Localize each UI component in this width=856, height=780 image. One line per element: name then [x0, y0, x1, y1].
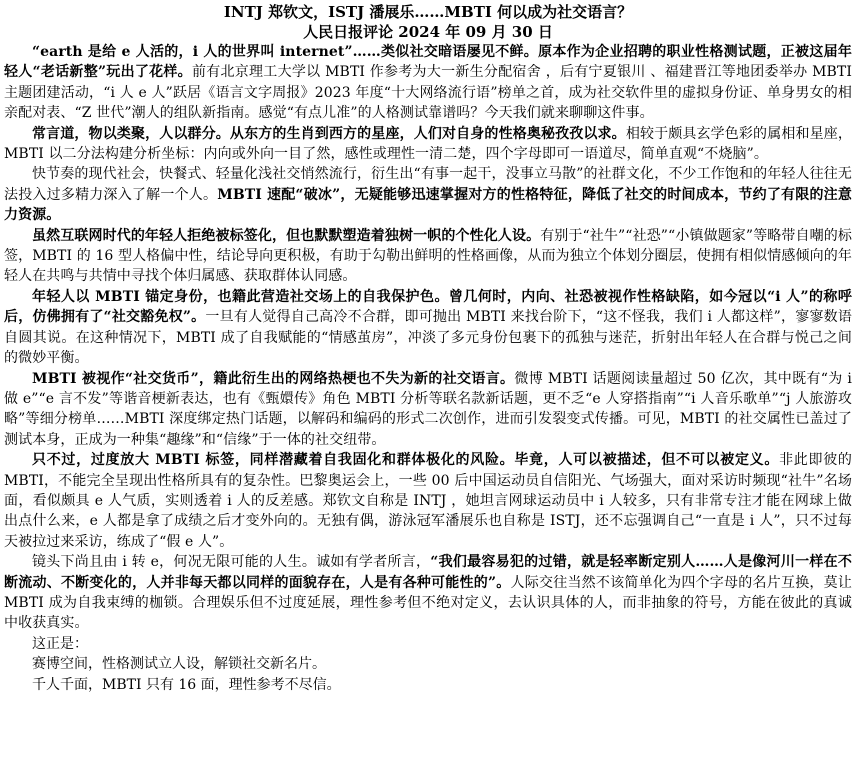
paragraph-2-text: 相较于颇具玄学色彩的属相和星座，MBTI 以二分法构建分析坐标：内向或外向一目了然，感性或理性一清二楚，四个字母即可一语道尽，简单直观“不烧脑”。: [4, 125, 852, 163]
paragraph-1-bold: “earth 是给 e 人活的，i 人的世界叫 internet”……类似社交暗语屡见不鲜。原本作为企业招聘的职业性格测试题，正被这届年轻人“老话新整”玩出了花样。: [4, 44, 852, 81]
paragraph-3: [4, 164, 852, 225]
paragraph-4-text: 有别于“社牛”“社恐”“小镇做题家”等略带自嘲的标签，MBTI 的 16 型人格偏中性，结论导向更积极，有助于勾勒出鲜明的性格画像，从而为独立个体划分圈层，使拥有相似情感倾向的年轻人在共鸣与共情中寻找个体归属感、获取群体认同感。: [4, 227, 852, 285]
article-byline: 人民日报评论 2024 年 09 月 30 日: [303, 23, 553, 41]
paragraph-2-bold: 常言道，物以类聚，人以群分。从东方的生肖到西方的星座，人们对自身的性格奥秘孜孜以求。: [32, 125, 626, 142]
paragraph-1: [4, 42, 852, 124]
paragraph-3-text: 快节奏的现代社会，快餐式、轻量化浅社交悄然流行，衍生出“有事一起干，没事立马散”的社群文化，不少工作饱和的年轻人往往无法投入过多精力深入了解一个人。: [4, 166, 852, 203]
paragraph-8: [4, 552, 852, 634]
paragraph-6-bold: MBTI 被视作“社交货币”，籍此衍生出的网络热梗也不失为新的社交语言。: [32, 370, 515, 387]
paragraph-8-bold: “我们最容易犯的过错，就是轻率断定别人……人是像河川一样在不断流动、不断变化的，人并非每天都以同样的面貌存在，人是有各种可能性的”。: [4, 554, 852, 591]
closing-intro: 这正是：: [32, 635, 88, 652]
paragraph-5-bold: 年轻人以 MBTI 锚定身份，也籍此营造社交场上的自我保护色。曾几何时，内向、社恐被视作性格缺陷，如今冠以“i 人”的称呼后，仿佛拥有了“社交豁免权”。: [4, 288, 852, 326]
paragraph-7-bold: 只不过，过度放大 MBTI 标签，同样潜藏着自我固化和群体极化的风险。毕竟，人可以被描述，但不可以被定义。: [32, 452, 780, 469]
paragraph-5: [4, 287, 852, 369]
paragraph-5-text: 一旦有人觉得自己高冷不合群，即可抛出 MBTI 来找台阶下，“这不怪我，我们 i 人都这样”，寥寥数语自圆其说。在这种情况下，MBTI 成了自我赋能的“情感茧房”，冲淡了多元身份包裹下的孤独与迷茫，折射出年轻人在合群与悦己之间的微妙平衡。: [4, 309, 852, 367]
article-title: INTJ 郑钦文，ISTJ 潘展乐……MBTI 何以成为社交语言？: [223, 3, 633, 21]
paragraph-1-text: 前有北京理工大学以 MBTI 作参考为大一新生分配宿舍 ，后有宁夏银川 、福建晋江等地团委举办 MBTI 主题团建活动，“i 人 e 人”跃居《语言文字周报》2023 年度“十大网络流行语”榜单之首，成为社交软件里的虚拟身份证、单身男女的相亲配对表、“Z 世代”潮人的组队新指南。感觉“有点儿准”的人格测试靠谱吗？今天我们就来聊聊这件事。: [4, 64, 852, 122]
paragraph-3-bold: MBTI 速配“破冰”，无疑能够迅速掌握对方的性格特征，降低了社交的时间成本，节约了有限的注意力资源。: [4, 186, 852, 224]
paragraph-7: [4, 450, 852, 552]
paragraph-4: [4, 226, 852, 287]
paragraph-6: [4, 369, 852, 451]
closing-verse-2: 千人千面，MBTI 只有 16 面，理性参考不尽信。: [32, 676, 341, 693]
paragraph-6-text: 微博 MBTI 话题阅读量超过 50 亿次，其中既有“为 i 做 e”“e 言不发”等谐音梗新表达，也有《甄嬛传》角色 MBTI 分析等联名款新话题，更不乏“e 人穿搭指南”“i 人音乐歌单”“j 人旅游攻略”等细分榜单……MBTI 深度绑定热门话题，以解码和编码的形式二次创作，进而引发裂变式传播。可见，MBTI 的社交属性已盖过了测试本身，正成为一种集“趣缘”和“信缘”于一体的社交纽带。: [4, 370, 853, 448]
paragraph-8-text-a: 镜头下尚且由 i 转 e，何况无限可能的人生。诚如有学者所言，: [32, 554, 431, 571]
paragraph-4-bold: 虽然互联网时代的年轻人拒绝被标签化，但也默默塑造着独树一帜的个性化人设。: [32, 227, 541, 244]
paragraph-7-text: 非此即彼的 MBTI，不能完全呈现出性格所具有的复杂性。巴黎奥运会上，一些 00 后中国运动员自信阳光、气场强大，面对采访时频现“社牛”名场面，看似颇具 e 人气质，实则透着 i 人的反差感。郑钦文自称是 INTJ ，她坦言网球运动员中 i 人较多，只有非常专注才能在网球上做出点什么来，e 人都是拿了成绩之后才变外向的。无独有偶，游泳冠军潘展乐也自称是 ISTJ，还不忘强调自己“一直是 i 人”，只不过每天被拉过来采访，练成了“假 e 人”。: [4, 452, 853, 550]
closing-verse-1: 赛博空间，性格测试立人设，解锁社交新名片。: [32, 656, 326, 673]
paragraph-2: [4, 124, 852, 165]
paragraph-8-text-b: 人际交往当然不该简单化为四个字母的名片互换，莫让 MBTI 成为自我束缚的枷锁。合理娱乐但不过度延展，理性参考但不绝对定义，去认识具体的人，而非抽象的符号，方能在彼此的真诚中收获真实。: [4, 574, 852, 632]
